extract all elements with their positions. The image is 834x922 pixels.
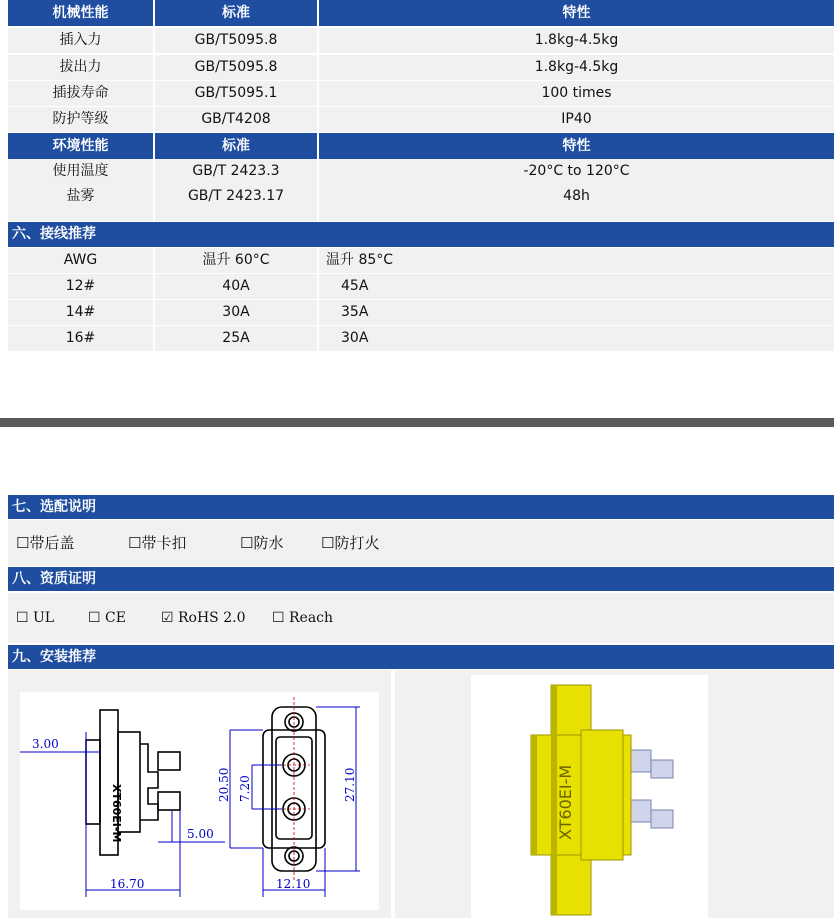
table-row (8, 28, 834, 53)
render-panel (395, 670, 834, 918)
certs-row (8, 593, 834, 643)
divider (317, 300, 319, 325)
row-value: 1.8kg-4.5kg (534, 59, 619, 75)
option-back-cover[interactable]: ☐带后盖 (16, 534, 75, 552)
wiring-header-awg: AWG (63, 252, 98, 268)
table-row (8, 55, 834, 80)
table-row (8, 107, 834, 132)
row-name: 插拔寿命 (52, 85, 109, 101)
dim-label: 16.70 (110, 877, 145, 891)
wiring-title-bar (8, 222, 834, 247)
row-name: 防护等级 (52, 111, 109, 127)
option-waterproof[interactable]: ☐防水 (240, 534, 284, 552)
table-row (8, 248, 834, 273)
row-value: 48h (563, 188, 590, 204)
table-row (8, 184, 834, 221)
table-row (8, 300, 834, 325)
option-snap-lock[interactable]: ☐带卡扣 (128, 534, 187, 552)
divider (317, 248, 319, 273)
cert-rohs[interactable]: ☑ RoHS 2.0 (161, 610, 246, 626)
row-name: 拔出力 (59, 59, 102, 75)
current-60: 25A (222, 330, 250, 346)
table-row (8, 159, 834, 184)
part-mark: XT60EI-M (556, 764, 575, 840)
row-name: 插入力 (59, 32, 102, 48)
section-divider (0, 418, 834, 427)
connector-render-image (471, 675, 708, 918)
wiring-header-85: 温升 85°C (326, 252, 394, 268)
current-85: 45A (341, 278, 369, 294)
drawing-panel (8, 670, 391, 918)
technical-drawing (20, 692, 379, 910)
connector-render (471, 675, 708, 918)
row-standard: GB/T4208 (201, 111, 271, 127)
dimension-drawing (20, 692, 379, 910)
row-name: 盐雾 (66, 188, 95, 204)
row-value: 100 times (541, 85, 612, 101)
mech-header-col1: 机械性能 (52, 5, 109, 21)
section-title: 八、资质证明 (12, 571, 96, 587)
env-header-col3: 特性 (562, 138, 591, 154)
wiring-header-60: 温升 60°C (202, 252, 270, 268)
section-title: 六、接线推荐 (12, 226, 96, 242)
dim-label: 20.50 (217, 767, 231, 802)
options-row (8, 520, 834, 566)
dim-label: 27.10 (343, 767, 357, 802)
row-name: 使用温度 (52, 163, 109, 179)
certs-title-bar (8, 567, 834, 591)
table-row (8, 326, 834, 351)
section-title: 七、选配说明 (12, 499, 96, 515)
dim-label: 5.00 (187, 827, 214, 841)
row-standard: GB/T5095.8 (194, 59, 278, 75)
row-value: -20°C to 120°C (523, 163, 630, 179)
awg-value: 14# (65, 304, 96, 320)
cert-ce[interactable]: ☐ CE (88, 610, 126, 626)
dim-label: 3.00 (32, 737, 59, 751)
cert-reach[interactable]: ☐ Reach (272, 610, 334, 626)
mech-header-col2: 标准 (222, 5, 250, 21)
row-standard: GB/T 2423.3 (192, 163, 280, 179)
row-value: IP40 (561, 111, 592, 127)
env-header-col2: 标准 (222, 138, 250, 154)
env-header-col1: 环境性能 (52, 138, 109, 154)
row-standard: GB/T5095.8 (194, 32, 278, 48)
install-title-bar (8, 645, 834, 669)
dim-label: 12.10 (276, 877, 311, 891)
awg-value: 16# (65, 330, 96, 346)
row-standard: GB/T 2423.17 (187, 188, 285, 204)
current-60: 30A (222, 304, 250, 320)
row-standard: GB/T5095.1 (194, 85, 278, 101)
option-anti-spark[interactable]: ☐防打火 (321, 534, 380, 552)
section-title: 九、安装推荐 (12, 649, 96, 665)
current-85: 30A (341, 330, 369, 346)
current-60: 40A (222, 278, 250, 294)
awg-value: 12# (65, 278, 96, 294)
row-value: 1.8kg-4.5kg (534, 32, 619, 48)
cert-ul[interactable]: ☐ UL (16, 610, 55, 626)
table-row (8, 274, 834, 299)
options-title-bar (8, 495, 834, 519)
divider (317, 274, 319, 299)
mech-header-col3: 特性 (562, 5, 591, 21)
table-row (8, 81, 834, 106)
part-mark-side: XT60EI-M (110, 784, 123, 843)
mech-header-bar (8, 0, 834, 26)
env-header-bar (8, 133, 834, 159)
dim-label: 7.20 (238, 775, 252, 802)
current-85: 35A (341, 304, 369, 320)
divider (317, 326, 319, 351)
